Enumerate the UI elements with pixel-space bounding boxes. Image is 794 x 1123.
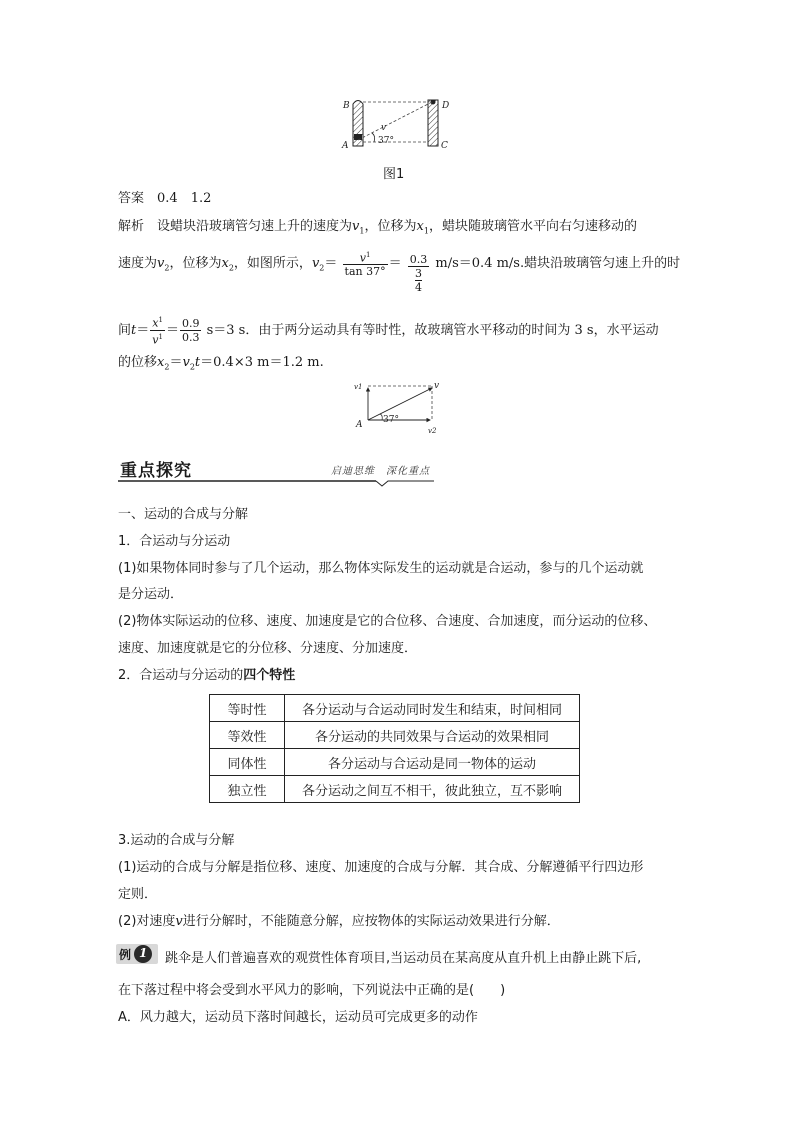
section-subtitle: 启迪思维 深化重点 [331, 466, 430, 477]
heading-1-1: 1．合运动与分运动 [118, 534, 231, 549]
analysis-line-4: 的位移$x_2=v_2t=0.4\times 3$ m＝1.2 m. [118, 355, 324, 372]
figure-1-caption: 图1 [383, 167, 405, 182]
table-row [210, 722, 580, 749]
fig2-label-A: A [356, 420, 363, 430]
para-1b: 是分运动． [118, 587, 184, 602]
table-cell-value: 各分运动与合运动同时发生和结束，时间相同 [285, 695, 580, 722]
example-number: 1 [139, 946, 148, 960]
analysis-line-1: 解析 设蜡块沿玻璃管匀速上升的速度为$v_1$，位移为$x_1$，蜡块随玻璃管水平向右匀速移动的 [118, 219, 637, 236]
fraction-0-9-over-0-3: $\frac{0.9}{0.3}$ [181, 317, 200, 344]
heading-1-2: 2．合运动与分运动的四个特性 [118, 668, 296, 683]
example-label: 例 [119, 948, 132, 962]
example-option-a: A．风力越大，运动员下落时间越长，运动员可完成更多的动作 [118, 1010, 478, 1025]
fig1-label-A: A [342, 141, 349, 151]
table-row [210, 695, 580, 722]
section-header [118, 456, 434, 486]
table-cell-value: 各分运动的共同效果与合运动的效果相同 [285, 722, 580, 749]
table-cell-key: 等时性 [210, 695, 285, 722]
fig1-label-B: B [343, 101, 350, 111]
properties-table [209, 694, 580, 803]
fig2-label-angle: 37° [383, 415, 399, 425]
fraction-x1-over-v1: $\frac{x^1}{v^1}$ [152, 316, 163, 347]
analysis-label: 解析 [118, 219, 145, 234]
figure-1-diagram [340, 94, 460, 156]
fig2-label-v1: v1 [354, 383, 363, 391]
para-2b: 速度、加速度就是它的分位移、分速度、分加速度． [118, 641, 418, 656]
fig1-label-v: v [381, 123, 387, 133]
para-3b: 定则． [118, 887, 158, 902]
fig1-label-D: D [442, 101, 450, 111]
fig2-label-v2: v2 [428, 427, 437, 435]
fig2-label-v: v [434, 381, 440, 391]
answer-values: 0.4 1.2 [157, 191, 212, 206]
section-underline [118, 478, 434, 488]
heading-1-3: 3.运动的合成与分解 [118, 833, 235, 848]
para-1a: (1)如果物体同时参与了几个运动，那么物体实际发生的运动就是合运动，参与的几个运动就 [118, 561, 644, 576]
table-cell-key: 独立性 [210, 776, 285, 803]
fraction-0-3-over-3-4: $\frac{0.3}{\frac{3}{4}}$ [409, 253, 428, 294]
example-badge [116, 944, 158, 964]
table-cell-key: 等效性 [210, 722, 285, 749]
table-cell-value: 各分运动与合运动是同一物体的运动 [285, 749, 580, 776]
para-2a: (2)物体实际运动的位移、速度、加速度是它的合位移、合速度、合加速度，而分运动的位移、 [118, 614, 657, 629]
para-3a: (1)运动的合成与分解是指位移、速度、加速度的合成与分解．其合成、分解遵循平行四边形 [118, 860, 644, 875]
heading-1: 一、运动的合成与分解 [118, 507, 249, 522]
table-row [210, 776, 580, 803]
analysis-line-2: 速度为$v_2$，位移为$x_2$，如图所示，$v_2=$ $\frac{v^1}{\tan 37^\circ}$ ＝ $\frac{0.3}{\frac{3}{4}}$ m/s＝0.4 m/s.蜡块沿玻璃管匀速上升的时 [118, 250, 681, 294]
example-question-line-2: 在下落过程中将会受到水平风力的影响，下列说法中正确的是( ) [118, 983, 506, 998]
table-cell-value: 各分运动之间互不相干，彼此独立，互不影响 [285, 776, 580, 803]
example-question-line-1: 跳伞是人们普遍喜欢的观赏性体育项目,当运动员在某高度从直升机上由静止跳下后, [165, 951, 642, 966]
para-4: (2)对速度v进行分解时，不能随意分解，应按物体的实际运动效果进行分解． [118, 914, 560, 929]
fraction-v1-over-tan: $\frac{v^1}{\tan 37^\circ}$ [344, 250, 386, 279]
answer-label: 答案 [118, 191, 145, 206]
fig1-label-angle: 37° [378, 136, 394, 146]
table-cell-key: 同体性 [210, 749, 285, 776]
answer-line [118, 190, 211, 208]
table-row [210, 749, 580, 776]
fig1-label-C: C [441, 141, 448, 151]
analysis-line-3: 间t＝ $\frac{x^1}{v^1}$ ＝ $\frac{0.9}{0.3}$ s＝3 s．由于两分运动具有等时性，故玻璃管水平移动的时间为 3 s，水平运动 [118, 316, 659, 347]
figure-2-diagram [352, 380, 448, 436]
section-title: 重点探究 [120, 461, 192, 481]
